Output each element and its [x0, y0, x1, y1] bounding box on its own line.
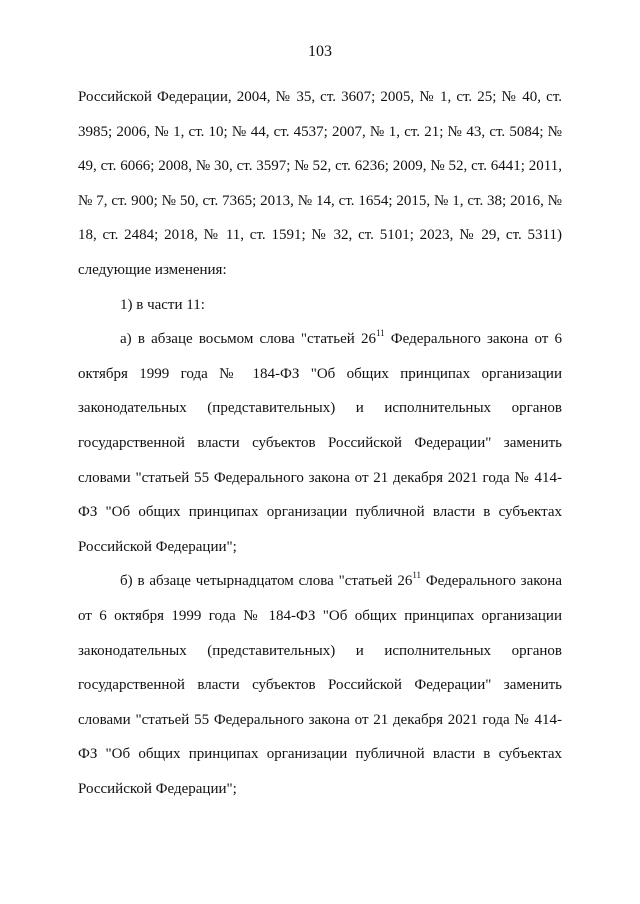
paragraph-item-a-superscript: 11	[375, 328, 385, 339]
paragraph-item-a-text-before: а) в абзаце восьмом слова "статьей 26	[120, 331, 376, 348]
paragraph-item-b-text-before: б) в абзаце четырнадцатом слова "статьей 26	[120, 573, 413, 590]
paragraph-item-a-text-after: Федерального закона от 6 октября 1999 года № 184-ФЗ "Об общих принципах организации законодательных (представительных) и исполнительных органов государственной власти субъектов Российской Федерации" заменить словами "статьей 55 Федерального закона от 21 декабря 2021 года № 414-ФЗ "Об общих принципах организации публичной власти в субъектах Российской Федерации";	[78, 331, 562, 555]
page-number: 103	[308, 43, 332, 60]
paragraph-item-a	[78, 322, 562, 564]
paragraph-item-b-text-after: Федерального закона от 6 октября 1999 года № 184-ФЗ "Об общих принципах организации законодательных (представительных) и исполнительных органов государственной власти субъектов Российской Федерации" заменить словами "статьей 55 Федерального закона от 21 декабря 2021 года № 414-ФЗ "Об общих принципах организации публичной власти в субъектах Российской Федерации";	[78, 573, 562, 797]
paragraph-item-b-superscript: 11	[412, 570, 421, 581]
document-body	[78, 80, 562, 806]
paragraph-item-1: 1) в части 11:	[120, 296, 205, 313]
paragraph-continuation: Российской Федерации, 2004, № 35, ст. 3607; 2005, № 1, ст. 25; № 40, ст. 3985; 2006, № 1, ст. 10; № 44, ст. 4537; 2007, № 1, ст. 21; № 43, ст. 5084; № 49, ст. 6066; 2008, № 30, ст. 3597; № 52, ст. 6236; 2009, № 52, ст. 6441; 2011, № 7, ст. 900; № 50, ст. 7365; 2013, № 14, ст. 1654; 2015, № 1, ст. 38; 2016, № 18, ст. 2484; 2018, № 11, ст. 1591; № 32, ст. 5101; 2023, № 29, ст. 5311) следующие изменения:	[78, 89, 562, 278]
paragraph-item-b	[78, 564, 562, 806]
